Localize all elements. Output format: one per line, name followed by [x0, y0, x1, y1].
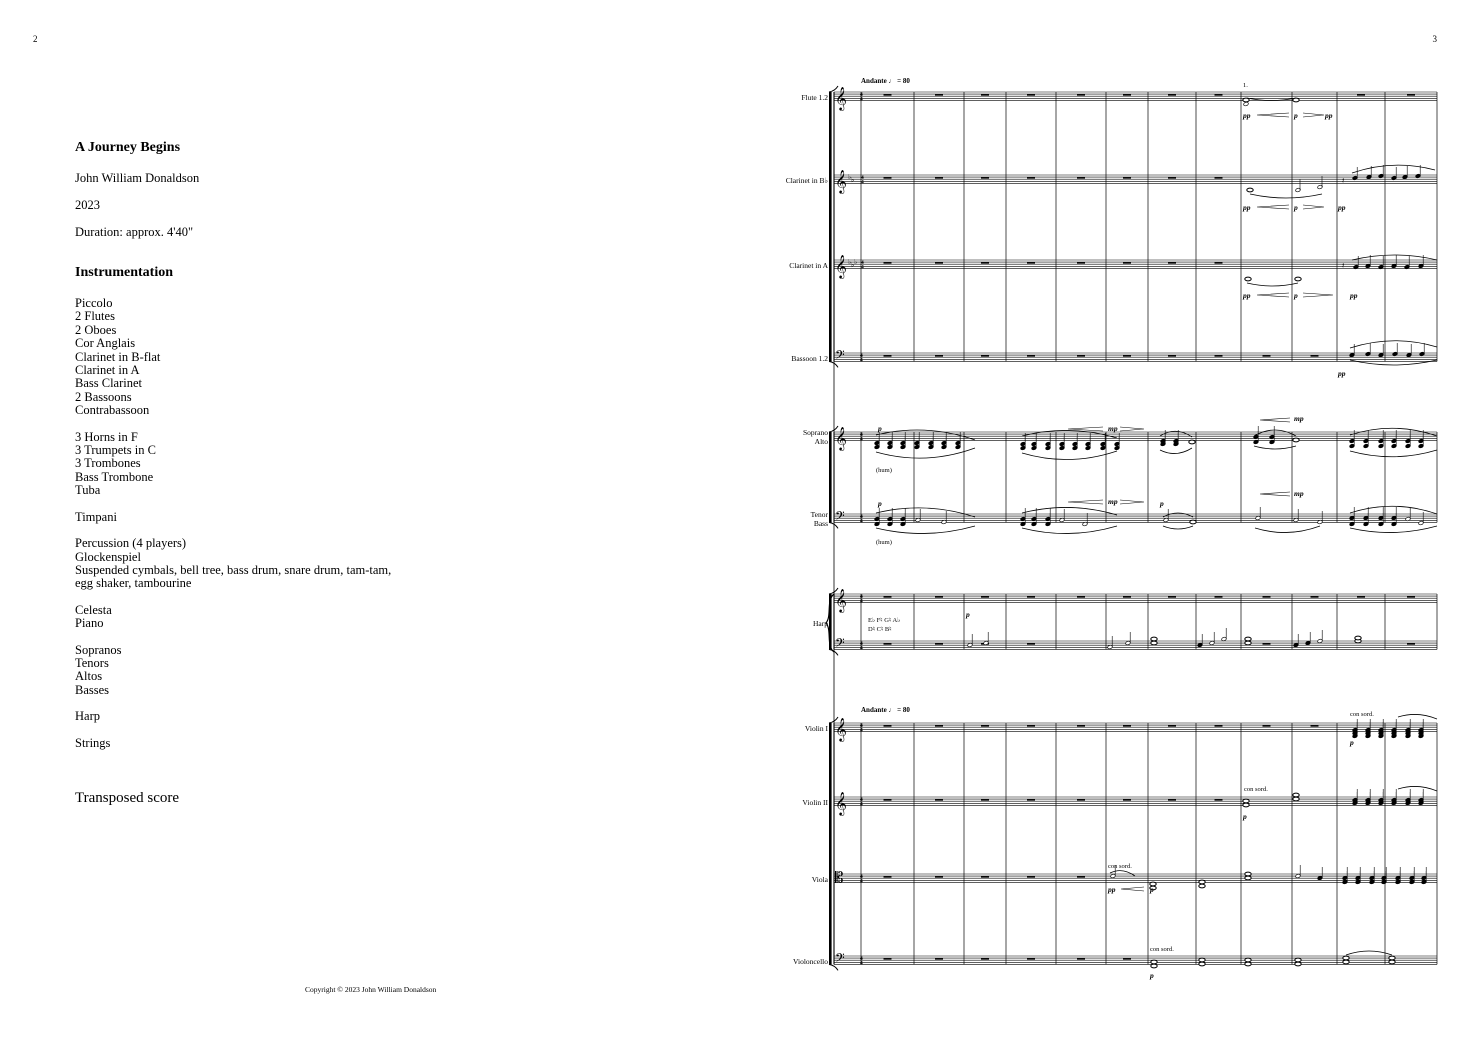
- instrument-item: Clarinet in B-flat: [75, 349, 161, 364]
- measure-rest: [1077, 596, 1085, 598]
- dynamic-marking: mp: [1294, 414, 1304, 423]
- whole-note: [1243, 98, 1249, 102]
- whole-note: [1243, 803, 1249, 807]
- instrument-item: Basses: [75, 682, 110, 697]
- con-sord-text: con sord.: [1350, 711, 1374, 718]
- measure-rest: [1077, 355, 1085, 357]
- diminuendo-hairpin: [1120, 427, 1144, 431]
- copyright-notice: Copyright © 2023 John William Donaldson: [305, 985, 437, 994]
- measure-rest: [935, 643, 943, 645]
- measure-rest: [1263, 596, 1271, 598]
- slur: [1160, 448, 1192, 454]
- measure-rest: [1263, 643, 1271, 645]
- whole-note: [1295, 277, 1301, 281]
- slur: [876, 508, 975, 517]
- time-signature-bottom: 4: [860, 357, 863, 364]
- measure-rest: [884, 596, 892, 598]
- whole-note: [1295, 958, 1301, 962]
- measure-rest: [981, 799, 989, 801]
- rest-symbol: 𝄽: [1342, 176, 1345, 185]
- whole-note: [1199, 958, 1205, 962]
- measure-rest: [1168, 262, 1176, 264]
- whole-note: [1355, 636, 1361, 640]
- instrument-item: Cor Anglais: [75, 336, 136, 351]
- measure-rest: [1077, 876, 1085, 878]
- time-signature-top: 4: [860, 594, 863, 600]
- instrument-item: Altos: [75, 669, 103, 684]
- rest-symbol: 𝄽: [1342, 261, 1345, 270]
- dynamic-marking: pp: [1108, 885, 1116, 894]
- instrument-label: Violin I: [804, 724, 828, 733]
- note-head-open: [1243, 102, 1249, 107]
- time-signature-bottom: 4: [861, 264, 864, 271]
- measure-rest: [884, 262, 892, 264]
- dynamic-marking: pp: [1243, 111, 1251, 120]
- transposed-score-note: Transposed score: [75, 790, 180, 806]
- measure-rest: [1407, 94, 1415, 96]
- dynamic-marking: pp: [1338, 203, 1346, 212]
- dynamic-marking: p: [1150, 971, 1154, 980]
- instrument-item: Sopranos: [75, 642, 122, 657]
- slur: [1350, 450, 1437, 457]
- measure-rest: [884, 355, 892, 357]
- crescendo-hairpin: [1257, 293, 1289, 297]
- whole-note: [1243, 799, 1249, 803]
- slur: [1022, 451, 1117, 460]
- measure-rest: [1168, 799, 1176, 801]
- measure-rest: [981, 596, 989, 598]
- measure-rest: [884, 643, 892, 645]
- whole-note: [1295, 962, 1301, 966]
- measure-rest: [884, 876, 892, 878]
- measure-rest: [981, 958, 989, 960]
- dynamic-marking: pp: [1325, 111, 1333, 120]
- instrumentation-heading: Instrumentation: [75, 265, 174, 280]
- measure-rest: [935, 94, 943, 96]
- whole-note: [1343, 960, 1349, 964]
- instrument-label: Tenor: [810, 510, 828, 519]
- instrument-item: Contrabassoon: [75, 403, 150, 418]
- dynamic-marking: p: [1294, 111, 1298, 120]
- clef-icon: 𝄢: [835, 508, 845, 527]
- measure-rest: [1357, 596, 1365, 598]
- time-signature-top: 4: [860, 641, 863, 647]
- whole-note: [1199, 880, 1205, 884]
- whole-note: [1199, 884, 1205, 888]
- instrument-item: 2 Flutes: [75, 309, 115, 324]
- instrument-item: 3 Trombones: [75, 456, 141, 471]
- diminuendo-hairpin: [1303, 293, 1333, 297]
- measure-rest: [1168, 596, 1176, 598]
- slur: [1255, 526, 1320, 533]
- instrument-item: Percussion (4 players): [75, 536, 187, 551]
- instrument-item: Glockenspiel: [75, 549, 141, 564]
- instrument-label: Flute 1.2: [801, 93, 828, 102]
- whole-note: [1293, 797, 1299, 801]
- con-sord-text: con sord.: [1244, 786, 1268, 793]
- measure-rest: [1263, 725, 1271, 727]
- ending-marker: 1.: [1243, 82, 1248, 89]
- measure-rest: [1168, 94, 1176, 96]
- harp-pedal-upper: E♭ F♮ G♮ A♭: [868, 617, 901, 624]
- slur: [1254, 446, 1296, 449]
- instrument-item: egg shaker, tambourine: [75, 576, 192, 591]
- slur: [1163, 526, 1193, 529]
- measure-rest: [1027, 876, 1035, 878]
- time-signature-bottom: 4: [860, 518, 863, 525]
- time-signature-top: 4: [860, 353, 863, 359]
- whole-note: [1245, 641, 1251, 645]
- measure-rest: [1215, 596, 1223, 598]
- clef-icon: 𝄡: [835, 868, 844, 887]
- clef-icon: 𝄢: [835, 635, 845, 654]
- time-signature-bottom: 4: [860, 878, 863, 885]
- whole-note: [1190, 520, 1196, 524]
- measure-rest: [981, 262, 989, 264]
- whole-note: [1245, 277, 1251, 281]
- instrument-label: Violin II: [802, 798, 828, 807]
- dynamic-marking: pp: [1350, 291, 1358, 300]
- whole-note: [1151, 964, 1157, 968]
- instrument-item: Piano: [75, 616, 104, 631]
- measure-rest: [1077, 94, 1085, 96]
- slur: [1352, 255, 1437, 260]
- crescendo-hairpin: [1260, 418, 1290, 422]
- measure-rest: [1077, 958, 1085, 960]
- measure-rest: [1027, 355, 1035, 357]
- dynamic-marking: p: [1350, 738, 1354, 747]
- measure-rest: [1263, 355, 1271, 357]
- dynamic-marking: p: [1160, 499, 1164, 508]
- time-signature-top: 4: [860, 956, 863, 962]
- slur: [1352, 165, 1435, 173]
- group-bracket: [829, 92, 832, 361]
- instrument-item: Bass Clarinet: [75, 376, 143, 391]
- instrument-label: Viola: [811, 875, 828, 884]
- dynamic-marking: mp: [1108, 497, 1118, 506]
- slur: [1163, 513, 1193, 517]
- crescendo-hairpin: [1121, 887, 1144, 891]
- measure-rest: [1168, 725, 1176, 727]
- measure-rest: [1077, 177, 1085, 179]
- whole-note: [1245, 872, 1251, 876]
- slur: [1247, 283, 1298, 286]
- dynamic-marking: pp: [1243, 203, 1251, 212]
- clef-icon: 𝄢: [835, 950, 845, 969]
- instrument-label: Alto: [814, 437, 828, 446]
- key-signature-flat: ♭: [854, 258, 858, 266]
- measure-rest: [981, 94, 989, 96]
- measure-rest: [1077, 725, 1085, 727]
- measure-rest: [1311, 596, 1319, 598]
- time-signature-bottom: 4: [860, 436, 863, 443]
- time-signature-bottom: 4: [860, 598, 863, 605]
- crescendo-hairpin: [1257, 113, 1289, 117]
- measure-rest: [884, 958, 892, 960]
- time-signature-top: 4: [860, 874, 863, 880]
- time-signature-bottom: 4: [860, 645, 863, 652]
- instrument-label: Violoncello: [793, 957, 828, 966]
- group-bracket: [829, 723, 832, 964]
- measure-rest: [1123, 958, 1131, 960]
- instrument-item: Suspended cymbals, bell tree, bass drum, snare drum, tam-tam,: [75, 562, 392, 577]
- dynamic-marking: pp: [1338, 369, 1346, 378]
- measure-rest: [1123, 94, 1131, 96]
- key-signature-flat: ♭: [851, 261, 855, 269]
- clef-icon: 𝄞: [835, 254, 847, 278]
- con-sord-text: con sord.: [1108, 863, 1132, 870]
- slur: [1350, 506, 1437, 514]
- tempo-marking: Andante ♩ = 80: [861, 77, 910, 85]
- measure-rest: [935, 799, 943, 801]
- measure-rest: [1407, 643, 1415, 645]
- time-signature-top: 4: [860, 432, 863, 438]
- dynamic-marking: p: [878, 424, 882, 433]
- time-signature-bottom: 4: [860, 96, 863, 103]
- hum-text: (hum): [876, 467, 892, 474]
- measure-rest: [1311, 725, 1319, 727]
- instrument-item: 2 Bassoons: [75, 389, 132, 404]
- measure-rest: [884, 94, 892, 96]
- time-signature-bottom: 4: [860, 801, 863, 808]
- instrument-item: 3 Horns in F: [75, 429, 138, 444]
- whole-note: [1245, 876, 1251, 880]
- time-signature-bottom: 4: [860, 960, 863, 967]
- whole-note: [1245, 637, 1251, 641]
- time-signature-top: 4: [860, 514, 863, 520]
- con-sord-text: con sord.: [1150, 946, 1174, 953]
- group-bracket: [829, 432, 832, 522]
- composer-name: John William Donaldson: [75, 171, 200, 185]
- dynamic-marking: p: [878, 499, 882, 508]
- slur: [876, 448, 975, 458]
- measure-rest: [884, 177, 892, 179]
- diminuendo-hairpin: [1120, 500, 1144, 504]
- instrument-item: Celesta: [75, 602, 112, 617]
- slur: [876, 526, 975, 534]
- instrument-item: Timpani: [75, 509, 117, 524]
- measure-rest: [1311, 355, 1319, 357]
- measure-rest: [1123, 355, 1131, 357]
- key-signature-flat: ♭: [848, 258, 852, 266]
- instrument-item: Harp: [75, 709, 100, 724]
- measure-rest: [1027, 94, 1035, 96]
- whole-note: [1189, 440, 1195, 444]
- clef-icon: 𝄞: [835, 86, 847, 110]
- dynamic-marking: p: [1243, 812, 1247, 821]
- measure-rest: [1123, 262, 1131, 264]
- measure-rest: [1027, 177, 1035, 179]
- measure-rest: [1027, 799, 1035, 801]
- instrument-item: Tuba: [75, 483, 101, 498]
- duration: Duration: approx. 4'40": [75, 225, 194, 239]
- dynamic-marking: p: [1294, 291, 1298, 300]
- measure-rest: [981, 355, 989, 357]
- measure-rest: [1215, 355, 1223, 357]
- slur: [1022, 526, 1117, 534]
- whole-note: [1151, 960, 1157, 964]
- whole-note: [1247, 188, 1253, 192]
- measure-rest: [1027, 725, 1035, 727]
- measure-rest: [1123, 177, 1131, 179]
- dynamic-marking: p: [966, 610, 970, 619]
- measure-rest: [1168, 355, 1176, 357]
- instrument-item: Bass Trombone: [75, 469, 154, 484]
- time-signature-top: 4: [861, 175, 864, 181]
- tempo-marking: Andante ♩ = 80: [861, 706, 910, 714]
- measure-rest: [1215, 262, 1223, 264]
- dynamic-marking: mp: [1108, 424, 1118, 433]
- slur: [1398, 786, 1437, 791]
- measure-rest: [981, 725, 989, 727]
- whole-note: [1151, 637, 1157, 641]
- clef-icon: 𝄞: [835, 791, 847, 815]
- time-signature-top: 4: [860, 723, 863, 729]
- key-signature-flat: ♭: [851, 176, 855, 184]
- slur: [1350, 526, 1437, 533]
- diminuendo-hairpin: [1303, 205, 1324, 209]
- dynamic-marking: p: [1294, 203, 1298, 212]
- measure-rest: [1215, 177, 1223, 179]
- crescendo-hairpin: [1260, 492, 1290, 496]
- diminuendo-hairpin: [1303, 113, 1324, 117]
- instrument-label: Bassoon 1.2: [791, 354, 828, 363]
- page-number-right: 3: [1432, 34, 1437, 44]
- time-signature-top: 4: [860, 797, 863, 803]
- dynamic-marking: p: [1150, 885, 1154, 894]
- measure-rest: [1027, 958, 1035, 960]
- measure-rest: [935, 876, 943, 878]
- instrument-label: Clarinet in B♭: [785, 176, 828, 185]
- whole-note: [1389, 960, 1395, 964]
- harp-pedal-lower: D♮ C♮ B♮: [868, 626, 892, 633]
- slur: [1398, 714, 1437, 719]
- measure-rest: [1123, 725, 1131, 727]
- slur: [1254, 430, 1296, 436]
- key-signature-flat: ♭: [848, 173, 852, 181]
- crescendo-hairpin: [1068, 500, 1103, 504]
- clef-icon: 𝄢: [835, 347, 845, 366]
- instrument-item: 2 Oboes: [75, 322, 117, 337]
- time-signature-top: 4: [861, 260, 864, 266]
- instrument-item: Piccolo: [75, 296, 113, 310]
- measure-rest: [1027, 596, 1035, 598]
- time-signature-top: 4: [860, 92, 863, 98]
- dynamic-marking: pp: [1243, 291, 1251, 300]
- whole-note: [1293, 793, 1299, 797]
- instrument-label: Soprano: [803, 428, 828, 437]
- measure-rest: [935, 355, 943, 357]
- measure-rest: [1215, 725, 1223, 727]
- measure-rest: [935, 262, 943, 264]
- instrument-label: Harp: [813, 619, 828, 628]
- instrument-label: Bass: [813, 519, 828, 528]
- measure-rest: [981, 177, 989, 179]
- measure-rest: [1215, 799, 1223, 801]
- whole-note: [1343, 956, 1349, 960]
- whole-note: [1151, 641, 1157, 645]
- clef-icon: 𝄞: [835, 717, 847, 741]
- crescendo-hairpin: [1257, 205, 1289, 209]
- work-title: A Journey Begins: [75, 140, 181, 155]
- measure-rest: [1168, 177, 1176, 179]
- clef-icon: 𝄞: [835, 169, 847, 193]
- time-signature-bottom: 4: [860, 727, 863, 734]
- measure-rest: [1123, 799, 1131, 801]
- measure-rest: [935, 177, 943, 179]
- measure-rest: [981, 876, 989, 878]
- measure-rest: [1077, 799, 1085, 801]
- instrument-item: 3 Trumpets in C: [75, 443, 156, 458]
- slur: [1350, 360, 1437, 365]
- instrument-item: Tenors: [75, 655, 109, 670]
- clef-icon: 𝄞: [835, 588, 847, 612]
- measure-rest: [935, 958, 943, 960]
- composition-year: 2023: [75, 198, 100, 212]
- whole-note: [1293, 438, 1299, 442]
- instrument-label: Clarinet in A: [789, 261, 828, 270]
- measure-rest: [1027, 643, 1035, 645]
- dynamic-marking: mp: [1294, 489, 1304, 498]
- whole-note: [1199, 962, 1205, 966]
- measure-rest: [935, 725, 943, 727]
- page-number-left: 2: [33, 34, 38, 44]
- clef-icon: 𝄞: [835, 426, 847, 450]
- measure-rest: [884, 725, 892, 727]
- whole-note: [1245, 958, 1251, 962]
- measure-rest: [1407, 596, 1415, 598]
- measure-rest: [1123, 596, 1131, 598]
- measure-rest: [1357, 94, 1365, 96]
- measure-rest: [935, 596, 943, 598]
- whole-note: [1245, 962, 1251, 966]
- measure-rest: [1215, 94, 1223, 96]
- measure-rest: [1027, 262, 1035, 264]
- instrument-item: Strings: [75, 735, 111, 750]
- whole-note: [1389, 956, 1395, 960]
- measure-rest: [1077, 262, 1085, 264]
- hum-text: (hum): [876, 539, 892, 546]
- time-signature-bottom: 4: [861, 179, 864, 186]
- instrument-item: Clarinet in A: [75, 363, 140, 378]
- measure-rest: [884, 799, 892, 801]
- slur: [1250, 194, 1322, 198]
